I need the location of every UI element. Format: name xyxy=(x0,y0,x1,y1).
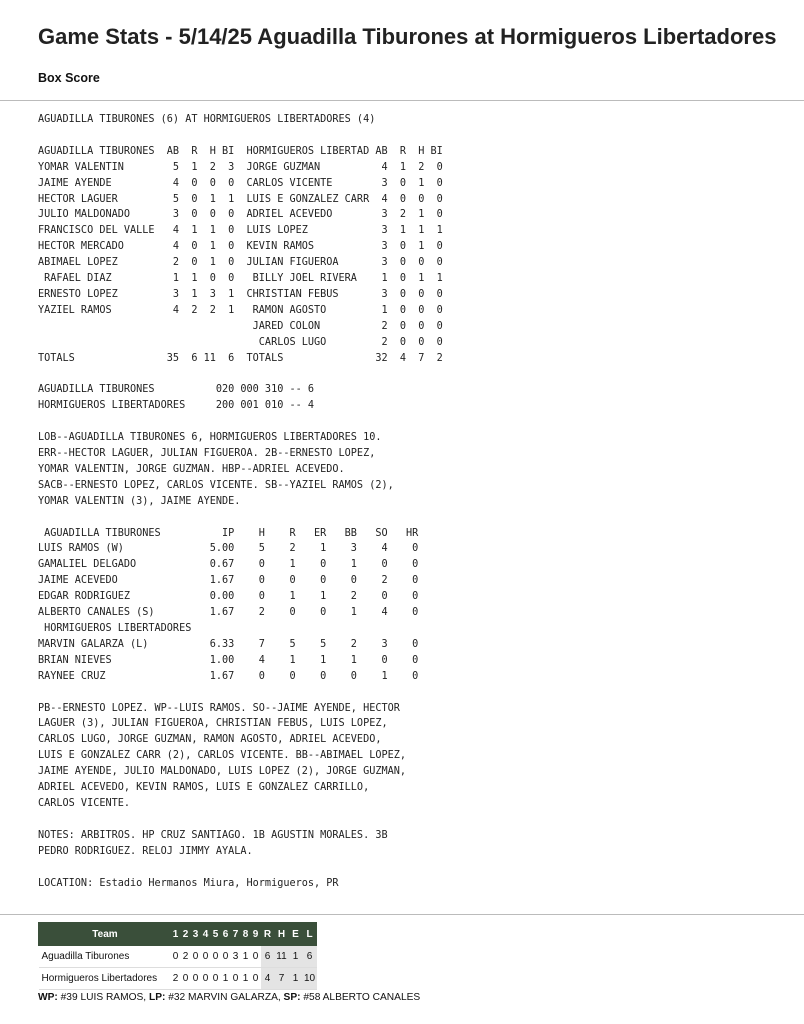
total-errors: 1 xyxy=(289,946,303,968)
inning-score: 0 xyxy=(221,946,231,968)
inning-score: 0 xyxy=(251,946,261,968)
header-hits: H xyxy=(275,923,289,946)
header-inning-8: 8 xyxy=(241,923,251,946)
inning-score: 0 xyxy=(201,946,211,968)
lp-label: LP: xyxy=(148,992,166,1003)
divider xyxy=(0,100,804,101)
page-title: Game Stats - 5/14/25 Aguadilla Tiburones at Hormigueros Libertadores xyxy=(38,24,777,49)
header-inning-4: 4 xyxy=(201,923,211,946)
inning-score: 0 xyxy=(191,946,201,968)
inning-score: 1 xyxy=(221,968,231,990)
header-inning-7: 7 xyxy=(231,923,241,946)
wp-value: #39 LUIS RAMOS, xyxy=(57,992,149,1003)
header-runs: R xyxy=(261,923,275,946)
inning-score: 0 xyxy=(181,968,191,990)
header-inning-2: 2 xyxy=(181,923,191,946)
divider xyxy=(0,914,804,915)
total-hits: 7 xyxy=(275,968,289,990)
table-row xyxy=(39,946,317,968)
inning-score: 0 xyxy=(211,946,221,968)
inning-score: 0 xyxy=(191,968,201,990)
header-inning-1: 1 xyxy=(171,923,181,946)
sp-label: SP: xyxy=(283,992,301,1003)
inning-score: 0 xyxy=(171,946,181,968)
sp-value: #58 ALBERTO CANALES xyxy=(300,992,421,1003)
header-inning-3: 3 xyxy=(191,923,201,946)
inning-score: 1 xyxy=(241,946,251,968)
header-inning-5: 5 xyxy=(211,923,221,946)
wp-label: WP: xyxy=(38,992,58,1003)
section-heading-box-score: Box Score xyxy=(38,71,100,85)
inning-score: 0 xyxy=(201,968,211,990)
inning-score: 2 xyxy=(181,946,191,968)
header-team: Team xyxy=(39,923,171,946)
total-hits: 11 xyxy=(275,946,289,968)
lp-value: #32 MARVIN GALARZA, xyxy=(165,992,284,1003)
total-lob: 10 xyxy=(303,968,317,990)
total-errors: 1 xyxy=(289,968,303,990)
box-score-text: AGUADILLA TIBURONES (6) AT HORMIGUEROS LIBERTADORES (4) AGUADILLA TIBURONES AB R H BI HORMIGUEROS LIBERTAD AB R H BI YOMAR VALENTIN 5 1 2 3 JORGE GUZMAN 4 1 2 0 JAIME AYENDE 4 0 0 0 CARLOS VICENTE 3 0 1 0 HECTOR LAGUER 5 0 1 1 LUIS E GONZALEZ CARR 4 0 0 0 JULIO MALDONADO 3 0 0 0 ADRIEL ACEVEDO 3 2 1 0 FRANCISCO DEL VALLE 4 1 1 0 LUIS LOPEZ 3 1 1 1 HECTOR MERCADO 4 0 1 0 KEVIN RAMOS 3 0 1 0 ABIMAEL LOPEZ 2 0 1 0 JULIAN FIGUEROA 3 0 0 0 RAFAEL DIAZ 1 1 0 0 BILLY JOEL RIVERA 1 0 1 1 ERNESTO LOPEZ 3 1 3 1 CHRISTIAN FEBUS 3 0 0 0 YAZIEL RAMOS 4 2 2 1 RAMON AGOSTO 1 0 0 0 JARED COLON 2 0 0 0 CARLOS LUGO 2 0 0 0 TOTALS 35 6 11 6 TOTALS 32 4 7 2 AGUADILLA TIBURONES 020 000 310 -- 6 HORMIGUEROS LIBERTADORES 200 001 010 -- 4 LOB--AGUADILLA TIBURONES 6, HORMIGUEROS LIBERTADORES 10. ERR--HECTOR LAGUER, JULIAN FIGUEROA. 2B--ERNESTO LOPEZ, YOMAR VALENTIN, JORGE GUZMAN. HBP--ADRIEL ACEVEDO. SACB--ERNESTO LOPEZ, CARLOS VICENTE. SB--YAZIEL RAMOS (2), YOMAR VALENTIN (3), JAIME AYENDE. AGUADILLA TIBURONES IP H R ER BB SO HR LUIS RAMOS (W) 5.00 5 2 1 3 4 0 GAMALIEL DELGADO 0.67 0 1 0 1 0 0 JAIME ACEVEDO 1.67 0 0 0 0 2 0 EDGAR RODRIGUEZ 0.00 0 1 1 2 0 0 ALBERTO CANALES (S) 1.67 2 0 0 1 4 0 HORMIGUEROS LIBERTADORES MARVIN GALARZA (L) 6.33 7 5 5 2 3 0 BRIAN NIEVES 1.00 4 1 1 1 0 0 RAYNEE CRUZ 1.67 0 0 0 0 1 0 PB--ERNESTO LOPEZ. WP--LUIS RAMOS. SO--JAIME AYENDE, HECTOR LAGUER (3), JULIAN FIGUEROA, CHRISTIAN FEBUS, LUIS LOPEZ, CARLOS LUGO, JORGE GUZMAN, RAMON AGOSTO, ADRIEL ACEVEDO, LUIS E GONZALEZ CARR (2), CARLOS VICENTE. BB--ABIMAEL LOPEZ, JAIME AYENDE, JULIO MALDONADO, LUIS LOPEZ (2), JORGE GUZMAN, ADRIEL ACEVEDO, KEVIN RAMOS, LUIS E GONZALEZ CARRILLO, CARLOS VICENTE. NOTES: ARBITROS. HP CRUZ SANTIAGO. 1B AGUSTIN MORALES. 3B PEDRO RODRIGUEZ. RELOJ JIMMY AYALA. LOCATION: Estadio Hermanos Miura, Hormigueros, PR xyxy=(38,114,443,889)
pitching-decisions xyxy=(38,992,420,1003)
table-row xyxy=(39,968,317,990)
header-inning-6: 6 xyxy=(221,923,231,946)
header-lob: L xyxy=(303,923,317,946)
inning-score: 0 xyxy=(231,968,241,990)
header-inning-9: 9 xyxy=(251,923,261,946)
header-errors: E xyxy=(289,923,303,946)
linescore-table xyxy=(38,922,317,990)
team-name: Aguadilla Tiburones xyxy=(39,946,171,968)
team-name: Hormigueros Libertadores xyxy=(39,968,171,990)
total-runs: 4 xyxy=(261,968,275,990)
inning-score: 0 xyxy=(251,968,261,990)
inning-score: 2 xyxy=(171,968,181,990)
total-lob: 6 xyxy=(303,946,317,968)
linescore-header-row xyxy=(39,923,317,946)
inning-score: 1 xyxy=(241,968,251,990)
inning-score: 3 xyxy=(231,946,241,968)
total-runs: 6 xyxy=(261,946,275,968)
inning-score: 0 xyxy=(211,968,221,990)
